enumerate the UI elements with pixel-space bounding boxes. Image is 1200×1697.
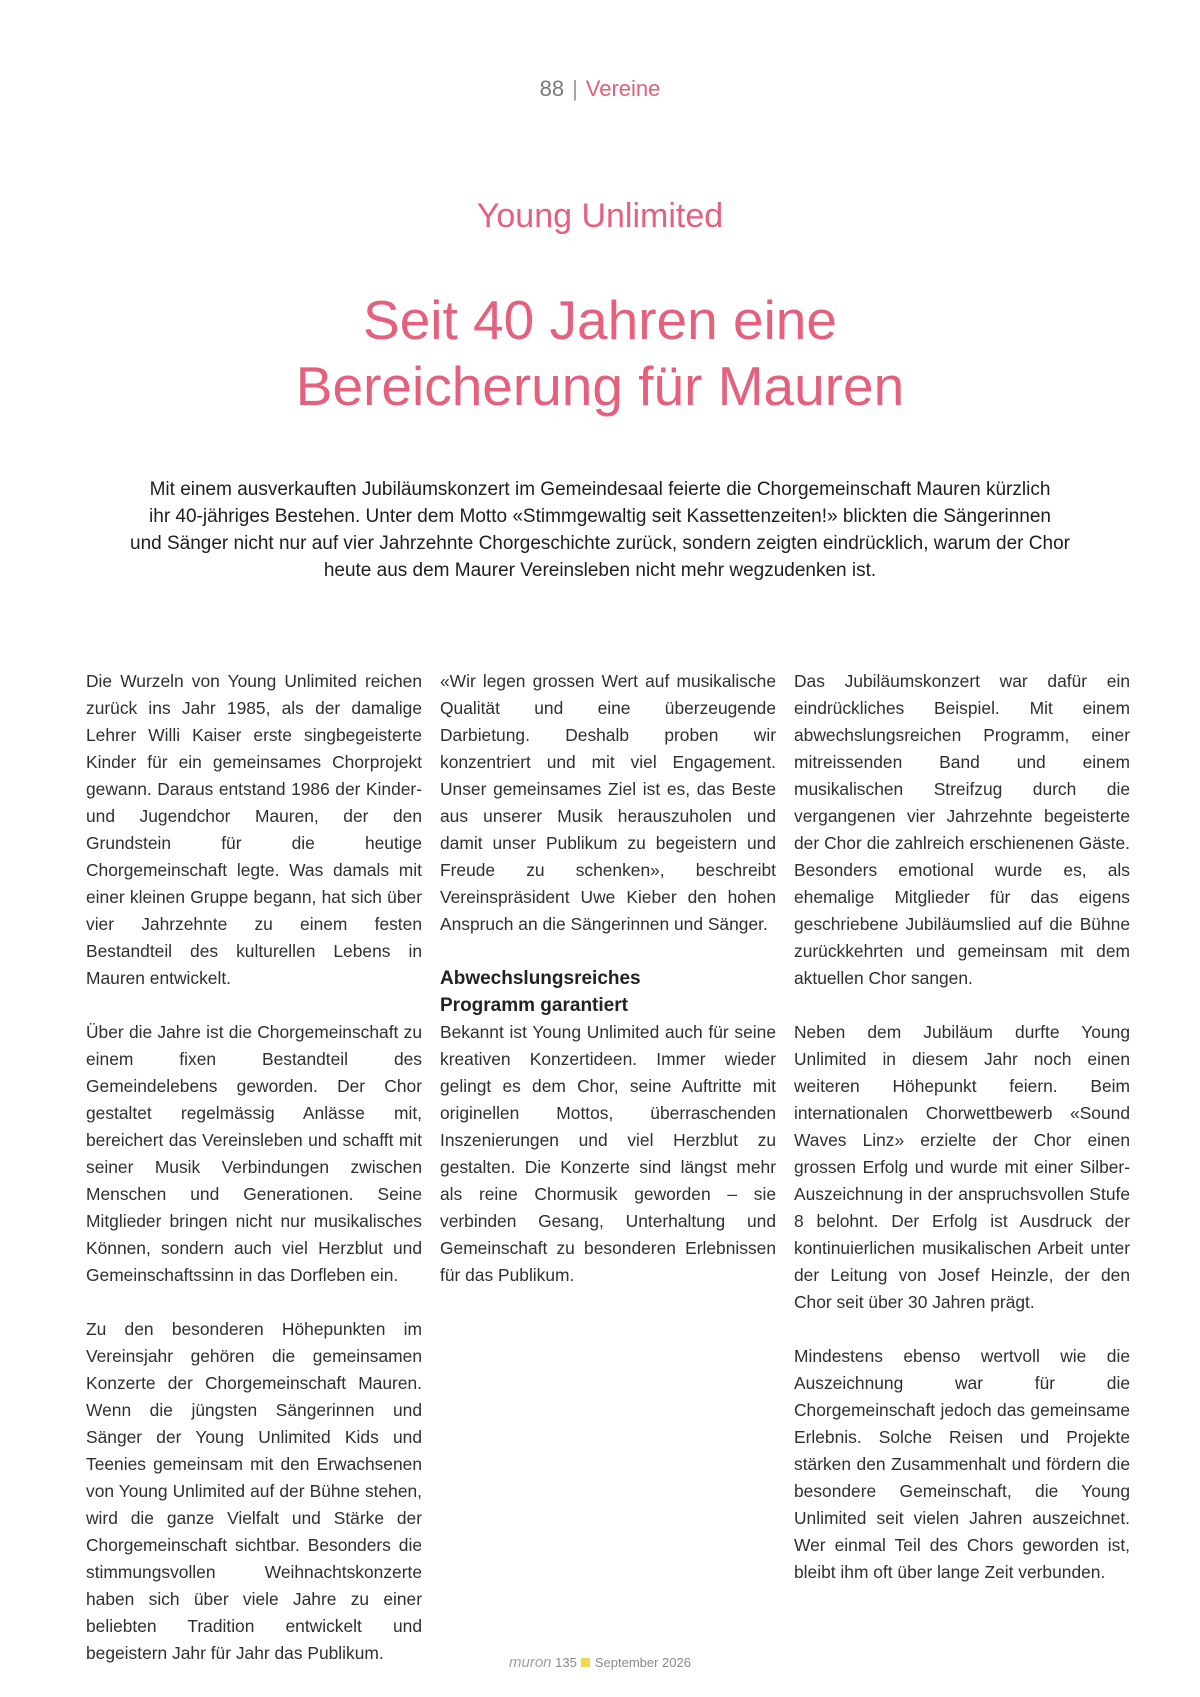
body-paragraph: Das Jubiläumskonzert war dafür ein eindrückliches Beispiel. Mit einem abwechslungsreichen Programm, einer mitreissenden Band und einem musikalischen Streifzug durch die vergangenen vier Jahrzehnte begeisterte der Chor die zahlreich erschienenen Gäste. Besonders emotional wurde es, als ehemalige Mitglieder für das eigens geschriebene Jubiläumslied auf die Bühne zurückkehrten und gemeinsam mit dem aktuellen Chor sangen. [794,671,1130,988]
page-number: 88 [539,76,565,101]
title-line: Bereicherung für Mauren [295,355,905,417]
magazine-name: muron [509,1654,552,1671]
body-paragraph: «Wir legen grossen Wert auf musikalische Qualität und eine überzeugende Darbietung. Deshalb proben wir konzentriert und mit viel Engagement. Unser gemeinsames Ziel ist es, das Beste aus unserer Musik herauszuholen und damit unser Publikum zu begeistern und Freude zu schenken», beschreibt Vereinspräsident Uwe Kieber den hohen Anspruch an die Sängerinnen und Sänger. [440,671,776,934]
section-name: Vereine [585,76,661,101]
page-header [0,74,1200,104]
body-paragraph: Neben dem Jubiläum durfte Young Unlimited in diesem Jahr noch einen weiteren Höhepunkt feiern. Beim internationalen Chorwettbewerb «Sound Waves Linz» erzielte der Chor einen grossen Erfolg und wurde mit einer Silber-Auszeichnung in der anspruchsvollen Stufe 8 belohnt. Der Erfolg ist Ausdruck der kontinuierlichen musikalischen Arbeit unter der Leitung von Josef Heinzle, der den Chor seit über 30 Jahren prägt. [794,1022,1130,1312]
lead-line: heute aus dem Maurer Vereinsleben nicht mehr wegzudenken ist. [323,560,877,581]
body-paragraph: Die Wurzeln von Young Unlimited reichen zurück ins Jahr 1985, als der damalige Lehrer Willi Kaiser erste singbegeisterte Kinder für ein gemeinsames Chorprojekt gewann. Daraus entstand 1986 der Kinder- und Jugendchor Mauren, der den Grundstein für die heutige Chorgemeinschaft legte. Was damals mit einer kleinen Gruppe begann, hat sich über vier Jahrzehnte zu einem festen Bestandteil des kulturellen Lebens in Mauren entwickelt. [86,671,422,988]
header-separator: | [572,76,578,101]
issue-date: September 2026 [594,1655,691,1670]
article-title [0,287,1200,419]
title-line: Seit 40 Jahren eine [363,289,837,351]
issue-number: 135 [555,1655,577,1670]
subheading-line: Abwechslungsreiches [440,968,641,989]
article-lead [70,476,1130,584]
body-column-2 [440,668,776,1289]
body-paragraph: Zu den besonderen Höhepunkten im Vereinsjahr gehören die gemeinsamen Konzerte der Chorgemeinschaft Mauren. Wenn die jüngsten Sängerinnen und Sänger der Young Unlimited Kids und Teenies gemeinsam mit den Erwachsenen von Young Unlimited auf der Bühne stehen, wird die ganze Vielfalt und Stärke der Chorgemeinschaft sichtbar. Besonders die stimmungsvollen Weihnachtskonzerte haben sich über viele Jahre zu einer beliebten Tradition entwickelt und begeistern Jahr für Jahr das Publikum. [86,1319,422,1663]
page-footer [0,1654,1200,1672]
square-bullet-icon [581,1658,590,1667]
lead-line: und Sänger nicht nur auf vier Jahrzehnte Chorgeschichte zurück, sondern zeigten eindrücklich, warum der Chor [130,533,1070,554]
article-kicker: Young Unlimited [476,197,724,235]
lead-line: Mit einem ausverkauften Jubiläumskonzert im Gemeindesaal feierte die Chorgemeinschaft Mauren kürzlich [149,479,1051,500]
lead-line: ihr 40-jähriges Bestehen. Unter dem Motto «Stimmgewaltig seit Kassettenzeiten!» blickten die Sängerinnen [149,506,1051,527]
body-paragraph: Über die Jahre ist die Chorgemeinschaft zu einem fixen Bestandteil des Gemeindelebens geworden. Der Chor gestaltet regelmässig Anlässe mit, bereichert das Vereinsleben und schafft mit seiner Musik Verbindungen zwischen Menschen und Generationen. Seine Mitglieder bringen nicht nur musikalisches Können, sondern auch viel Herzblut und Gemeinschaftssinn in das Dorfleben ein. [86,1022,422,1285]
body-paragraph: Mindestens ebenso wertvoll wie die Auszeichnung war für die Chorgemeinschaft jedoch das gemeinsame Erlebnis. Solche Reisen und Projekte stärken den Zusammenhalt und fördern die besondere Gemeinschaft, die Young Unlimited seit vielen Jahren auszeichnet. Wer einmal Teil des Chors geworden ist, bleibt ihm oft über lange Zeit verbunden. [794,1346,1130,1582]
subheading [440,965,776,1019]
subheading-line: Programm garantiert [440,995,628,1016]
body-column-3 [794,668,1130,1586]
body-paragraph: Bekannt ist Young Unlimited auch für seine kreativen Konzertideen. Immer wieder gelingt es dem Chor, seine Auftritte mit originellen Mottos, überraschenden Inszenierungen und viel Herzblut zu gestalten. Die Konzerte sind längst mehr als reine Chormusik geworden – sie verbinden Gesang, Unterhaltung und Gemeinschaft zu besonderen Erlebnissen für das Publikum. [440,1022,776,1285]
body-column-1 [86,668,422,1667]
